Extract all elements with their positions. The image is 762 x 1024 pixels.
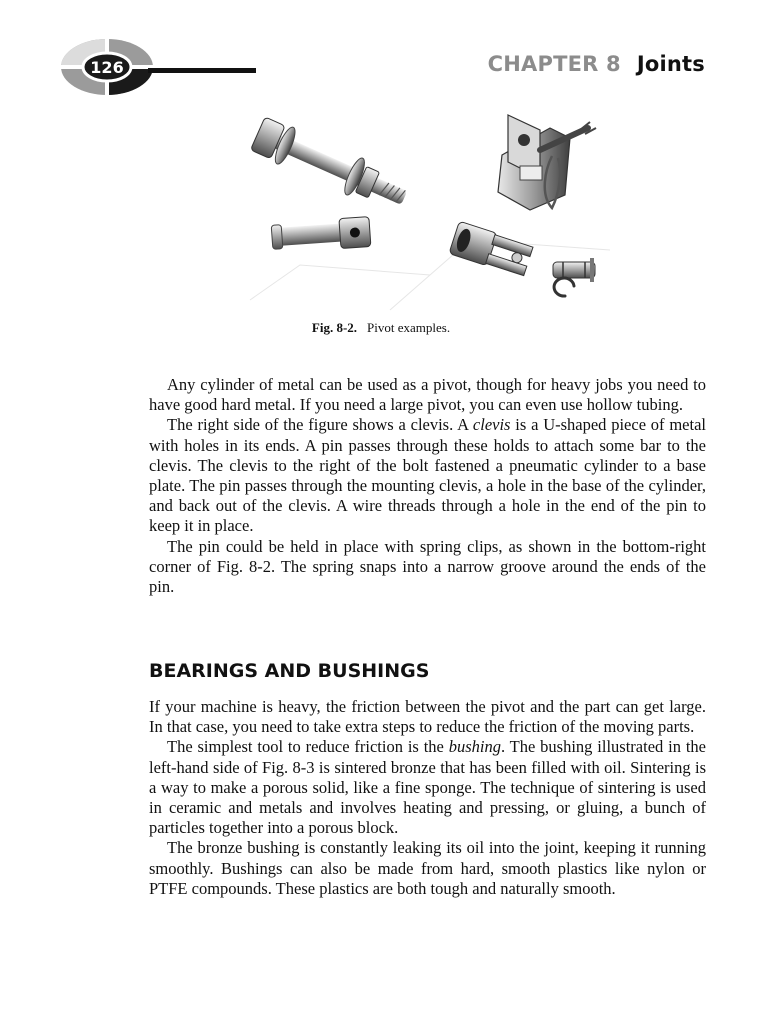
paragraph bbox=[149, 375, 706, 415]
paragraph bbox=[149, 537, 706, 598]
text-run: . The bushing illustrated in the left-hand side of Fig. 8-3 is sintered bronze that has been filled with oil. Sintering is a way to make a porous solid, like a fine sponge. The technique of sintering is used in ceramic and metals and involves heating and pressing, or gluing, a bunch of particles together into a porous block. bbox=[149, 737, 706, 838]
pivot-examples-figure bbox=[240, 100, 620, 315]
paragraph bbox=[149, 838, 706, 899]
chapter-title bbox=[488, 52, 705, 76]
section-heading: BEARINGS AND BUSHINGS bbox=[149, 660, 430, 682]
page-number-badge bbox=[60, 38, 155, 96]
paragraph bbox=[149, 697, 706, 737]
spring-clip-icon bbox=[554, 278, 574, 296]
paragraph bbox=[149, 415, 706, 536]
header-rule bbox=[148, 68, 256, 73]
text-run: The bronze bushing is constantly leaking its oil into the joint, keeping it running smoothly. Bushings can also be made from hard, smooth plastics like nylon or PTFE compounds. These plastics are both tough and naturally smooth. bbox=[149, 838, 706, 898]
body-text-section-2 bbox=[149, 697, 706, 899]
text-run: If your machine is heavy, the friction between the pivot and the part can get large. In that case, you need to take extra steps to reduce the friction of the moving parts. bbox=[149, 697, 706, 737]
bolt-icon bbox=[250, 115, 412, 217]
text-run: is a U-shaped piece of metal with holes in its ends. A pin passes through these holds to attach some bar to the clevis. The clevis to the right of the bolt fastened a pneumatic cylinder to a base plate. The pin passes through the mounting clevis, a hole in the base of the cylinder, and back out of the clevis. A wire threads through a hole in the end of the pin to keep it in place. bbox=[149, 415, 706, 536]
page-number: 126 bbox=[90, 58, 124, 77]
emphasized-term: clevis bbox=[472, 415, 511, 435]
caption-text: Pivot examples. bbox=[367, 320, 451, 335]
text-run: The right side of the figure shows a clevis. A bbox=[167, 415, 473, 435]
text-run: Any cylinder of metal can be used as a pivot, though for heavy jobs you need to have good hard metal. If you need a large pivot, you can even use hollow tubing. bbox=[149, 375, 706, 415]
figure-caption bbox=[0, 320, 762, 336]
text-run: The pin could be held in place with spring clips, as shown in the bottom-right corner of Fig. 8-2. The spring snaps into a narrow groove around the ends of the pin. bbox=[149, 536, 706, 597]
caption-label: Fig. 8-2. bbox=[311, 320, 358, 335]
paragraph bbox=[149, 737, 706, 838]
text-run: The simplest tool to reduce friction is the bbox=[167, 737, 449, 757]
clevis-pin-icon bbox=[271, 217, 371, 254]
chapter-name: Joints bbox=[636, 52, 705, 76]
emphasized-term: bushing bbox=[448, 737, 501, 757]
clevis-bracket-icon bbox=[498, 115, 596, 210]
rod-clevis-icon bbox=[449, 221, 534, 277]
body-text-section-1 bbox=[149, 375, 706, 597]
chapter-label: CHAPTER 8 bbox=[487, 52, 621, 76]
